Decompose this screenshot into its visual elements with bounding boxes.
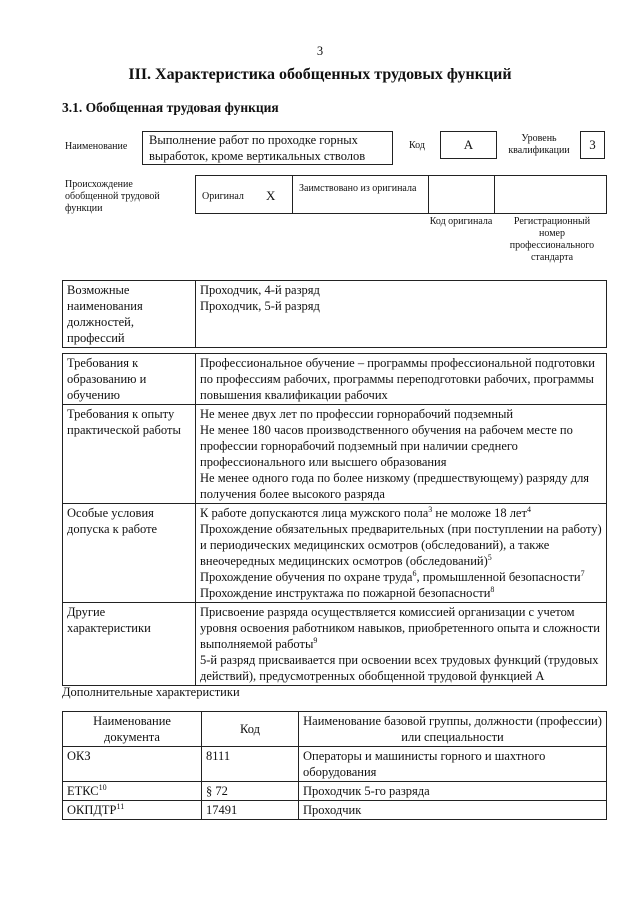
other-row xyxy=(63,603,607,686)
page-number: 3 xyxy=(316,44,324,58)
code-original-caption: Код оригинала xyxy=(429,216,493,227)
origin-box xyxy=(195,175,607,214)
header-doc: Наименование документа xyxy=(63,712,202,747)
code-cell: 17491 xyxy=(202,801,299,820)
header-code: Код xyxy=(202,712,299,747)
experience-line: Не менее одного года по более низкому (предшествующему) разряду для получения более высокого разряда xyxy=(200,471,590,501)
function-name: Выполнение работ по проходке горных выработок, кроме вертикальных стволов xyxy=(142,131,393,165)
positions-label: Возможные наименования должностей, профессий xyxy=(63,281,196,348)
code-label: Код xyxy=(409,140,425,151)
additional-header-row xyxy=(63,712,607,747)
table-row xyxy=(63,801,607,820)
position-line: Проходчик, 4-й разряд xyxy=(200,283,320,297)
other-text xyxy=(196,603,607,686)
experience-line: Не менее 180 часов производственного обучения на рабочем месте по профессии горнорабочий подземный при наличии среднего профессионального или высшего образования xyxy=(200,423,573,469)
admission-text xyxy=(196,504,607,603)
origin-divider-1 xyxy=(292,176,293,213)
admission-line: Прохождение обязательных предварительных (при поступлении на работу) и периодических медицинских осмотров (обследований), а также внеочередных медицинских осмотров (обследований)$^5$ xyxy=(200,522,602,568)
experience-line: Не менее двух лет по профессии горнорабочий подземный xyxy=(200,407,514,421)
section-title: III. Характеристика обобщенных трудовых функций xyxy=(128,66,512,83)
name-cell: Проходчик 5-го разряда xyxy=(299,782,607,801)
table-row xyxy=(63,782,607,801)
requirements-table xyxy=(62,353,607,686)
doc-cell: ЕТКС$^{10}$ xyxy=(63,782,202,801)
education-text: Профессиональное обучение – программы профессиональной подготовки по профессиям рабочих, программы переподготовки рабочих, программы повышения квалификации рабочих xyxy=(196,354,607,405)
reg-number-caption: Регистрационный номер профессионального стандарта xyxy=(509,216,595,263)
code-cell: § 72 xyxy=(202,782,299,801)
code-cell: 8111 xyxy=(202,747,299,782)
additional-title: Дополнительные характеристики xyxy=(62,685,240,699)
original-label: Оригинал xyxy=(202,191,244,202)
experience-text xyxy=(196,405,607,504)
name-label: Наименование xyxy=(65,141,128,152)
experience-label: Требования к опыту практической работы xyxy=(63,405,196,504)
name-cell: Операторы и машинисты горного и шахтного оборудования xyxy=(299,747,607,782)
other-line: Присвоение разряда осуществляется комиссией организации с учетом уровня освоения работником навыков, приобретенного опыта и сложности выполняемой работы$^9$ xyxy=(200,605,600,651)
admission-label: Особые условия допуска к работе xyxy=(63,504,196,603)
education-label: Требования к образованию и обучению xyxy=(63,354,196,405)
doc-cell: ОКЗ xyxy=(63,747,202,782)
education-row xyxy=(63,354,607,405)
admission-row xyxy=(63,504,607,603)
positions-row xyxy=(63,281,607,348)
subsection-title: 3.1. Обобщенная трудовая функция xyxy=(62,100,279,115)
level-value: 3 xyxy=(580,131,605,159)
positions-table xyxy=(62,280,607,348)
admission-line: Прохождение инструктажа по пожарной безопасности$^8$ xyxy=(200,584,495,600)
origin-divider-2 xyxy=(428,176,429,213)
borrowed-label: Заимствовано из оригинала xyxy=(299,183,417,194)
admission-line: Прохождение обучения по охране труда$^6$, промышленной безопасности$^7$ xyxy=(200,568,585,584)
other-label: Другие характеристики xyxy=(63,603,196,686)
additional-table xyxy=(62,711,607,820)
header-name: Наименование базовой группы, должности (профессии) или специальности xyxy=(299,712,607,747)
positions-values xyxy=(196,281,607,348)
level-label: Уровень квалификации xyxy=(508,133,570,156)
table-row xyxy=(63,747,607,782)
origin-label: Происхождение обобщенной трудовой функции xyxy=(65,179,160,214)
experience-row xyxy=(63,405,607,504)
position-line: Проходчик, 5-й разряд xyxy=(200,299,320,313)
code-value: А xyxy=(440,131,497,159)
other-line: 5-й разряд присваивается при освоении всех трудовых функций (трудовых действий), предусмотренных обобщенной трудовой функцией А xyxy=(200,653,599,683)
admission-line: К работе допускаются лица мужского пола$^3$ не моложе 18 лет$^4$ xyxy=(200,504,531,520)
doc-cell: ОКПДТР$^{11}$ xyxy=(63,801,202,820)
origin-divider-3 xyxy=(494,176,495,213)
original-mark: Х xyxy=(266,188,276,203)
name-cell: Проходчик xyxy=(299,801,607,820)
